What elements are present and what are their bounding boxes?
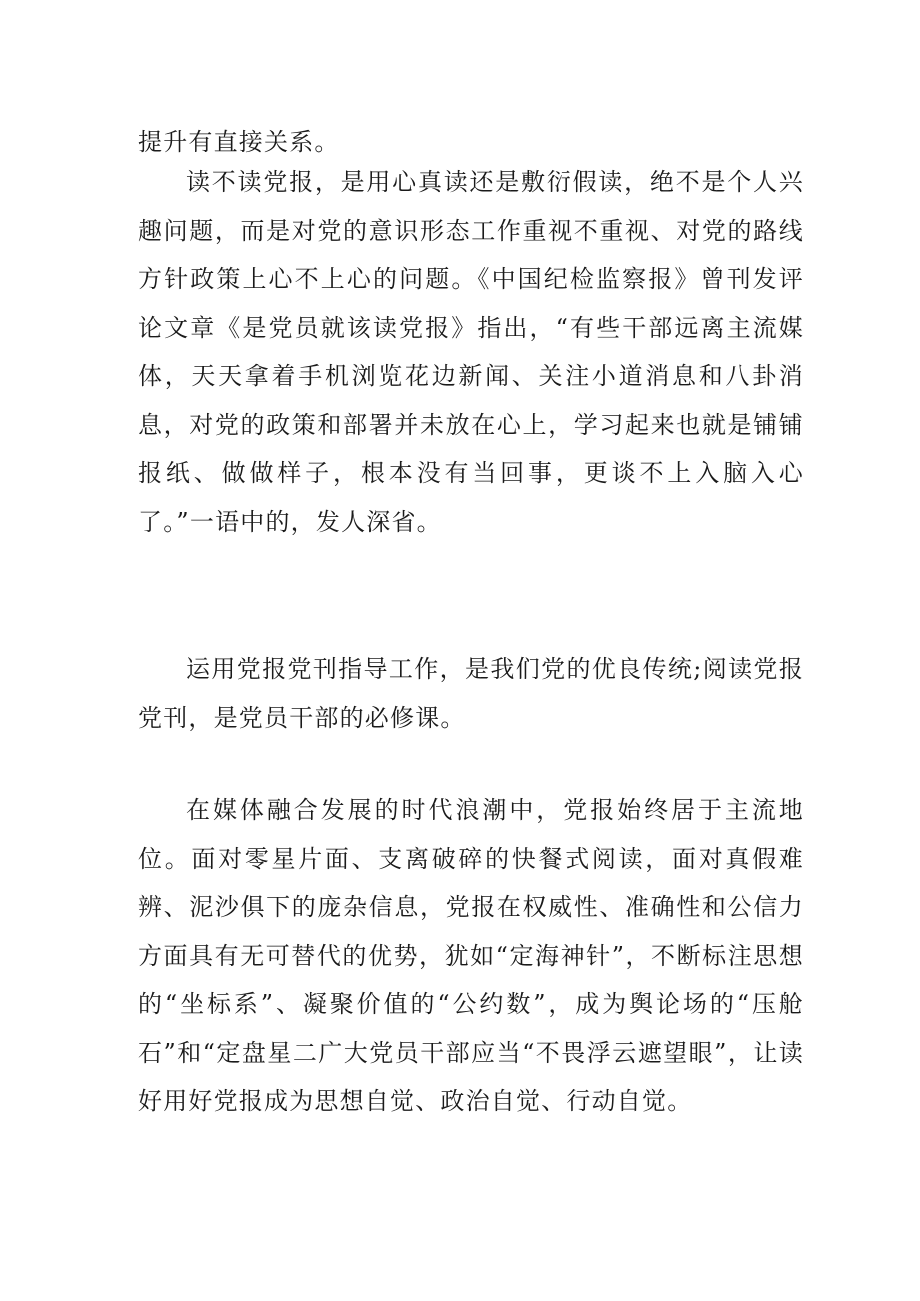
paragraph-reading-party-newspaper: 读不读党报，是用心真读还是敷衍假读，绝不是个人兴趣问题，而是对党的意识形态工作重视不重视、对党的路线方针政策上心不上心的问题。《中国纪检监察报》曾刊发评论文章《是党员就该读党报》指出，“有些干部远离主流媒体，天天拿着手机浏览花边新闻、关注小道消息和八卦消息，对党的政策和部署并未放在心上，学习起来也就是铺铺报纸、做做样子，根本没有当回事，更谈不上入脑入心了。”一语中的，发人深省。 — [138, 168, 804, 536]
paragraph-party-tradition: 运用党报党刊指导工作，是我们党的优良传统;阅读党报党刊，是党员干部的必修课。 — [138, 655, 804, 732]
paragraph-media-convergence: 在媒体融合发展的时代浪潮中，党报始终居于主流地位。面对零星片面、支离破碎的快餐式阅读，面对真假难辨、泥沙俱下的庞杂信息，党报在权威性、准确性和公信力方面具有无可替代的优势，犹如“定海神针”，不断标注思想的“坐标系”、凝聚价值的“公约数”，成为舆论场的“压舱石”和“定盘星二广大党员干部应当“不畏浮云遮望眼”，让读好用好党报成为思想自觉、政治自觉、行动自觉。 — [138, 796, 804, 1115]
paragraph-continuation: 提升有直接关系。 — [138, 128, 340, 156]
